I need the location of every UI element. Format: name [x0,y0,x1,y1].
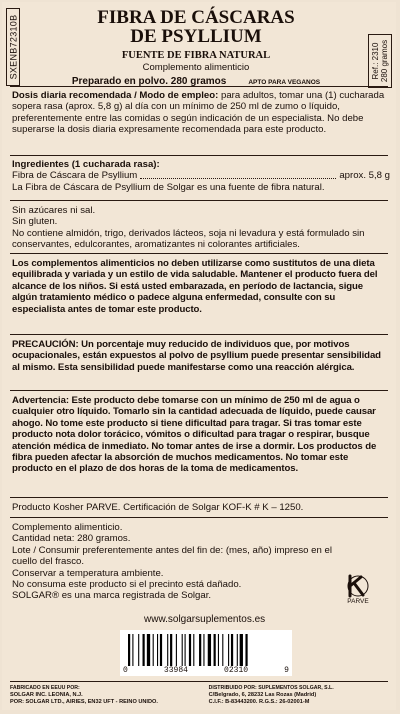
info-line: No consuma este producto si el precinto está dañado. [12,579,242,591]
distributor-heading: DISTRIBUIDO POR: SUPLEMENTOS SOLGAR, S.L. [208,685,334,691]
precaution-heading: PRECAUCIÓN: [12,339,79,350]
precaution-text: Un porcentaje muy reducido de individuos que, por motivos ocupacionales, están expuestos al polvo de psyllium puede presentar sensibilidad al mismo. Esta sensibilidad puede manifestarse como una reacción alérgica. [12,339,381,373]
divider [10,681,388,682]
divider [10,390,388,391]
product-subtitle: FUENTE DE FIBRA NATURAL [121,50,271,61]
manufacturer-footer [10,685,392,706]
product-code: SXENB72310B [8,14,18,80]
distributor-info [209,685,392,706]
leader-dots [140,170,336,178]
info-line: Cantidad neta: 280 gramos. [12,533,131,545]
general-warning-text: Los complementos alimenticios no deben utilizarse como sustitutos de una dieta equilibrada y variada y un estilo de vida saludable. Mantener el producto fuera del alcance de los niños. Si está usted embarazada, en período de lactancia, sigue algún tratamiento médico o padece alguna enfermedad, consulte con su especialista antes de tomar este producto. [12,258,378,315]
product-info-section [12,522,334,602]
divider [10,334,388,335]
ingredient-note: La Fibra de Cáscara de Psyllium de Solgar es una fuente de fibra natural. [12,181,325,193]
preparation-text: Preparado en polvo. 280 gramos [71,76,227,87]
warning-section [12,395,390,475]
divider [10,517,388,518]
ingredient-amount: aprox. 5,8 g [339,170,390,182]
kosher-k-icon [347,574,369,598]
product-code-box [6,8,20,86]
trademark-line: SOLGAR® es una marca registrada de Solgar. [12,590,212,602]
ingredient-name: Fibra de Cáscara de Psyllium [12,170,138,182]
parve-text: PARVE [347,598,369,605]
label-header [20,8,372,87]
divider [10,200,388,201]
product-category: Complemento alimenticio [142,62,250,73]
ingredients-section [12,159,390,193]
dosage-section [12,90,390,136]
free-from-line: No contiene almidón, trigo, derivados lácteos, soja ni levadura y está formulado sin conservantes, edulcorantes, aromatizantes ni colorantes artificiales. [12,227,365,251]
dosage-text: para adultos, tomar una (1) cucharada sopera rasa (aprox. 5,8 g) al día con un mínimo de 250 ml de zumo o líquido, preferentemente entre las comidas o según indicación de un especialista. No debe superarse la dosis diaria expresamente recomendada para este producto. [12,90,385,136]
kosher-section [12,502,390,513]
barcode [120,630,292,676]
vegan-badge: APTO PARA VEGANOS [248,79,321,86]
distributor-line: C.I.F.: B-83443200. R.G.S.: 26-02001-M [208,699,310,705]
divider [10,155,388,156]
distributor-line: C/Belgrado, 6, 28232 Las Rozas (Madrid) [208,692,317,698]
manufacturer-info [10,685,201,706]
title-line-1: FIBRA DE CÁSCARAS [97,7,295,28]
barcode-digits [120,666,292,675]
free-from-line: Sin gluten. [12,216,58,228]
dosage-heading: Dosis diaria recomendada / Modo de empleo: [12,90,219,101]
parve-mark [338,574,378,608]
general-warning [12,258,390,315]
barcode-digit-last: 9 [284,666,289,675]
precaution-section [12,339,390,373]
divider [10,86,388,87]
warning-heading: Advertencia: [12,395,69,406]
divider [10,253,388,254]
manufacturer-line: SOLGAR INC. LEONIA, N.J. [10,692,83,698]
kosher-text: Producto Kosher PARVE. Certificación de Solgar KOF-K # K – 1250. [12,502,304,513]
free-from-section [12,205,390,251]
product-label [2,2,396,710]
website: www.solgarsuplementos.es [144,614,266,625]
info-line: Lote / Consumir preferentemente antes del fin de: (mes, año) impreso en el cuello del frasco. [12,544,332,568]
warning-text: Este producto debe tomarse con un mínimo de 250 ml de agua o cualquier otro líquido. Tomarlo sin la cantidad adecuada de líquido, puede causar ahogo. No tome este producto si tiene dificultad para tragar. Si tras tomar este producto nota dolor torácico, vómitos o dificultad para tragar o respirar, busque atención médica de inmediato. No tomar antes de irse a dormir. Los productos de fibra pueden afectar la absorción de muchos medicamentos. No tomar este producto en el plazo de dos horas de la toma de medicamentos. [12,395,377,475]
barcode-digit-first: 0 [123,666,128,675]
barcode-group-right: 02310 [224,666,249,675]
free-from-line: Sin azúcares ni sal. [12,205,96,216]
ingredients-heading: Ingredientes (1 cucharada rasa): [12,159,160,170]
barcode-bars [128,634,284,668]
reference-number: Ref.: 2310 [371,42,380,80]
manufacturer-line: POR: SOLGAR LTD., AIRIES, EN32 UFT - REINO UNIDO. [10,699,158,705]
info-line: Conservar a temperatura ambiente. [12,567,164,579]
barcode-group-left: 33984 [163,666,188,675]
info-line: Complemento alimenticio. [12,522,123,533]
net-weight-tag: 280 gramos [380,39,389,83]
ingredient-row [12,170,390,181]
divider [10,497,388,498]
manufacturer-heading: FABRICADO EN EEUU POR: [10,685,80,691]
title-line-2: DE PSYLLIUM [130,26,262,47]
product-title [20,8,372,46]
